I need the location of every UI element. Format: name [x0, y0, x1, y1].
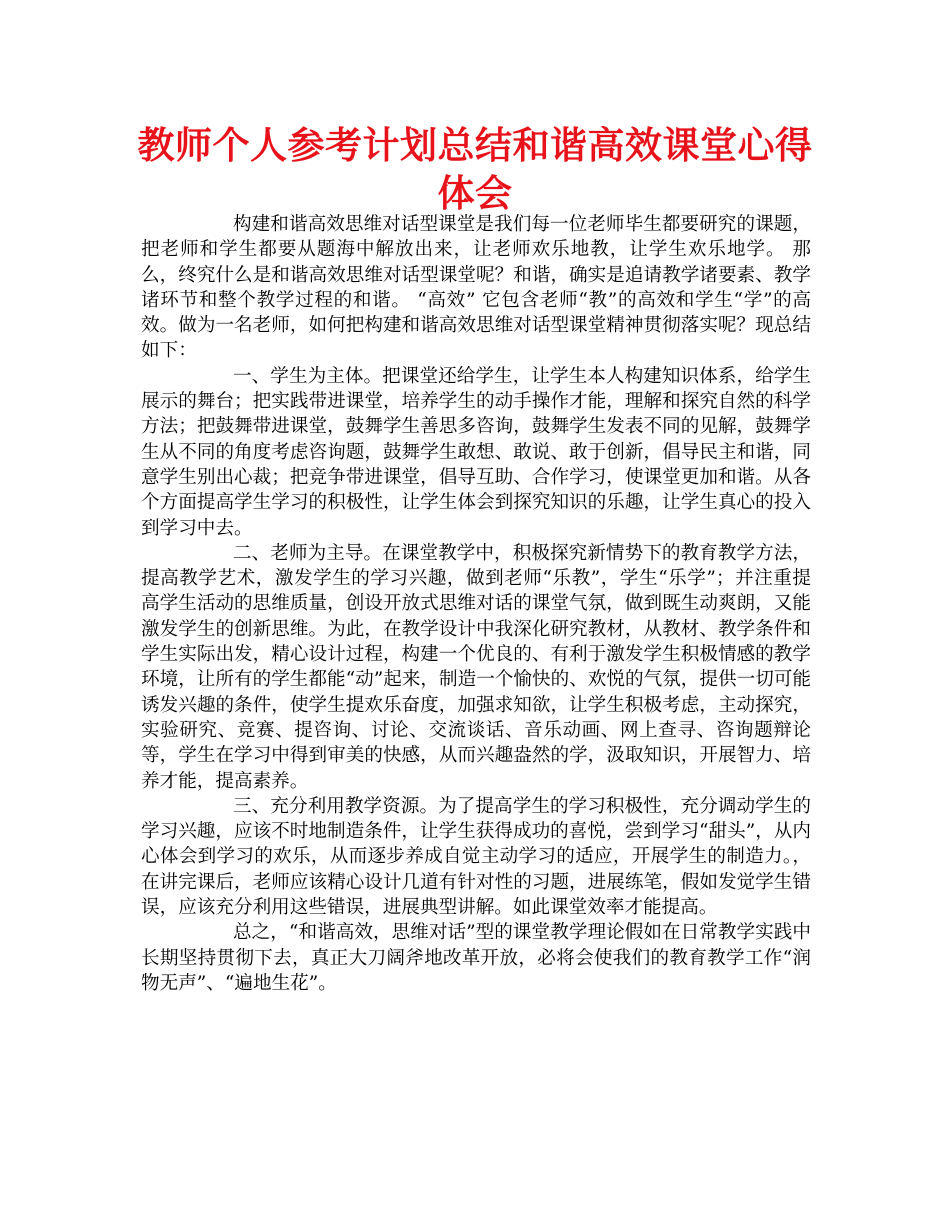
paragraph-intro: 构建和谐高效思维对话型课堂是我们每一位老师毕生都要研究的课题，把老师和学生都要从题海中解放出来，让老师欢乐地教，让学生欢乐地学。 那么，终究什么是和谐高效思维对话型课堂呢？和谐，确实是追请教学诸要素、教学诸环节和整个教学过程的和谐。 “高效” 它包含老师“教”的高效和学生“学”的高效。做为一名老师，如何把构建和谐高效思维对话型课堂精神贯彻落实呢？现总结如下：: [141, 214, 811, 362]
paragraph-teacher-guide: 二、老师为主导。在课堂教学中，积极探究新情势下的教育教学方法，提高教学艺术，激发学生的学习兴趣，做到老师“乐教”，学生“乐学”；并注重提高学生活动的思维质量，创设开放式思维对话的课堂气氛，做到既生动爽朗，又能激发学生的创新思维。为此，在教学设计中我深化研究教材，从教材、教学条件和学生实际出发，精心设计过程，构建一个优良的、有利于激发学生积极情感的教学环境，让所有的学生都能“动”起来，制造一个愉快的、欢悦的气氛，提供一切可能诱发兴趣的条件，使学生提欢乐奋度，加强求知欲，让学生积极考虑，主动探究，实验研究、竞赛、提咨询、讨论、交流谈话、音乐动画、网上查寻、咨询题辩论等，学生在学习中得到审美的快感，从而兴趣盎然的学，汲取知识，开展智力、培养才能，提高素养。: [141, 542, 811, 792]
paragraph-teaching-resources: 三、充分利用教学资源。为了提高学生的学习积极性，充分调动学生的学习兴趣，应该不时地制造条件，让学生获得成功的喜悦，尝到学习“甜头”，从内心体会到学习的欢乐，从而逐步养成自觉主动学习的适应，开展学生的制造力。， 在讲完课后，老师应该精心设计几道有针对性的习题，进展练笔，假如发觉学生错误，应该充分利用这些错误，进展典型讲解。如此课堂效率才能提高。: [141, 795, 811, 919]
paragraph-student-subject: 一、学生为主体。把课堂还给学生，让学生本人构建知识体系，给学生展示的舞台；把实践带进课堂，培养学生的动手操作才能，理解和探究自然的科学方法；把鼓舞带进课堂，鼓舞学生善思多咨询，鼓舞学生发表不同的见解，鼓舞学生从不同的角度考虑咨询题，鼓舞学生敢想、敢说、敢于创新，倡导民主和谐，同意学生别出心裁；把竞争带进课堂，倡导互助、合作学习，使课堂更加和谐。从各个方面提高学生学习的积极性，让学生体会到探究知识的乐趣，让学生真心的投入到学习中去。: [141, 365, 811, 539]
paragraph-conclusion: 总之，“和谐高效，思维对话”型的课堂教学理论假如在日常教学实践中长期坚持贯彻下去，真正大刀阔斧地改革开放，必将会使我们的教育教学工作“润物无声”、“遍地生花”。: [141, 922, 811, 994]
document-body: [141, 212, 811, 996]
document-title: 教师个人参考计划总结和谐高效课堂心得体会: [137, 124, 813, 215]
